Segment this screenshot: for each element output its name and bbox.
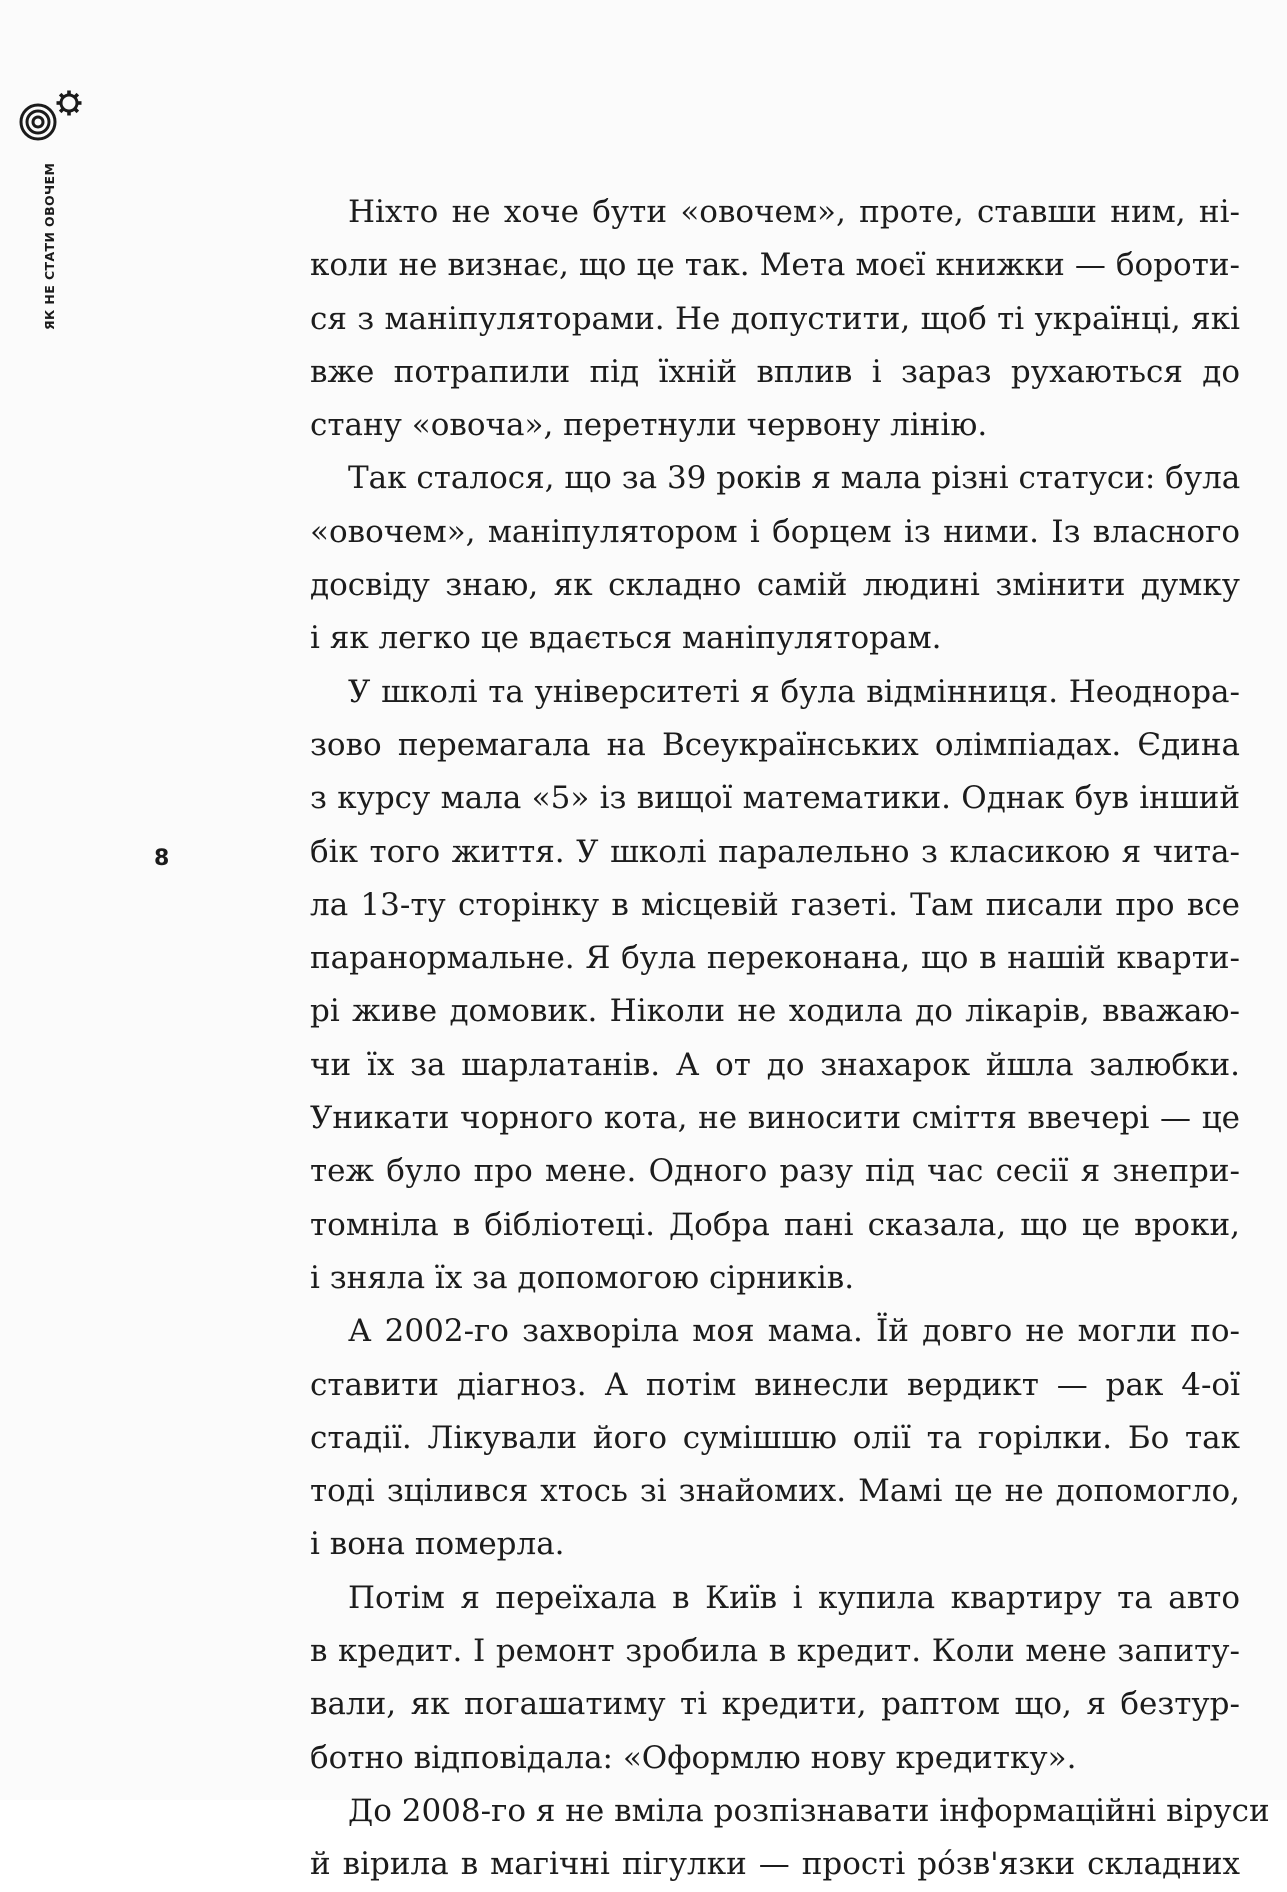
text-line: з курсу мала «5» із вищої математики. Однак був інший: [310, 780, 1240, 817]
text-line: ставити діагноз. А потім винесли вердикт — рак 4-ої: [310, 1366, 1240, 1403]
text-line: зово перемагала на Всеукраїнських олімпіадах. Єдина: [310, 726, 1240, 763]
text-line: томніла в бібліотеці. Добра пані сказала, що це вроки,: [310, 1206, 1240, 1243]
text-line: ла 13-ту сторінку в місцевій газеті. Там писали про все: [310, 886, 1240, 923]
text-line: Ніхто не хоче бути «овочем», проте, ставши ним, ні-: [348, 194, 1240, 230]
text-line: коли не визнає, що це так. Мета моєї книжки — бороти-: [310, 247, 1240, 284]
text-line: вали, як погашатиму ті кредити, раптом що, я безтур-: [310, 1686, 1240, 1723]
text-line: Потім я переїхала в Київ і купила квартиру та авто: [348, 1579, 1240, 1616]
text-line: У школі та університеті я була відмінниця. Неоднора-: [348, 673, 1240, 710]
text-line: і як легко це вдається маніпуляторам.: [310, 620, 942, 657]
text-line: бік того життя. У школі паралельно з класикою я чита-: [310, 833, 1240, 870]
text-line: рі живе домовик. Ніколи не ходила до лікарів, вважаю-: [310, 993, 1240, 1030]
text-line: і зняла їх за допомогою сірників.: [310, 1259, 855, 1296]
text-line: А 2002-го захворіла моя мама. Їй довго не могли по-: [348, 1313, 1240, 1350]
running-head: ЯК НЕ СТАТИ ОВОЧЕМ: [42, 162, 57, 330]
paragraph: [310, 452, 1240, 665]
text-line: стадії. Лікували його сумішшю олії та горілки. Бо так: [310, 1419, 1240, 1456]
running-head-wrapper: [40, 162, 60, 330]
body-text: [310, 186, 1270, 1892]
publisher-logo-icon: [18, 86, 88, 144]
text-line: чи їх за шарлатанів. А от до знахарок йшла залюбки.: [310, 1046, 1240, 1083]
paragraph: [310, 186, 1240, 452]
text-line: Так сталося, що за 39 років я мала різні статуси: була: [348, 460, 1241, 497]
text-line: тоді зцілився хтось зі знайомих. Мамі це не допомогло,: [310, 1473, 1240, 1510]
text-line: стану «овоча», перетнули червону лінію.: [310, 407, 988, 444]
text-line: ботно відповідала: «Оформлю нову кредитку».: [310, 1739, 1077, 1776]
paragraph: [310, 1572, 1240, 1785]
text-line: і вона померла.: [310, 1526, 565, 1563]
paragraph: [310, 666, 1240, 1306]
page-number: 8: [154, 846, 170, 871]
text-line: досвіду знаю, як складно самій людині змінити думку: [310, 567, 1240, 604]
text-line: Уникати чорного кота, не виносити сміття ввечері — це: [310, 1100, 1240, 1137]
text-line: ся з маніпуляторами. Не допустити, щоб ті українці, які: [310, 300, 1240, 337]
paragraph: [310, 1785, 1270, 1892]
text-line: паранормальне. Я була переконана, що в нашій кварти-: [310, 940, 1240, 977]
text-line: й вірила в магічні пігулки — прості ро́зв'язки складних: [310, 1846, 1240, 1883]
paragraph: [310, 1305, 1240, 1571]
text-line: вже потрапили під їхній вплив і зараз рухаються до: [310, 353, 1240, 390]
text-line: в кредит. І ремонт зробила в кредит. Коли мене запиту-: [310, 1633, 1240, 1670]
text-line: «овочем», маніпулятором і борцем із ними. Із власного: [310, 513, 1240, 550]
text-line: теж було про мене. Одного разу під час сесії я знепри-: [310, 1153, 1240, 1190]
text-line: До 2008-го я не вміла розпізнавати інформаційні віруси: [348, 1792, 1270, 1829]
